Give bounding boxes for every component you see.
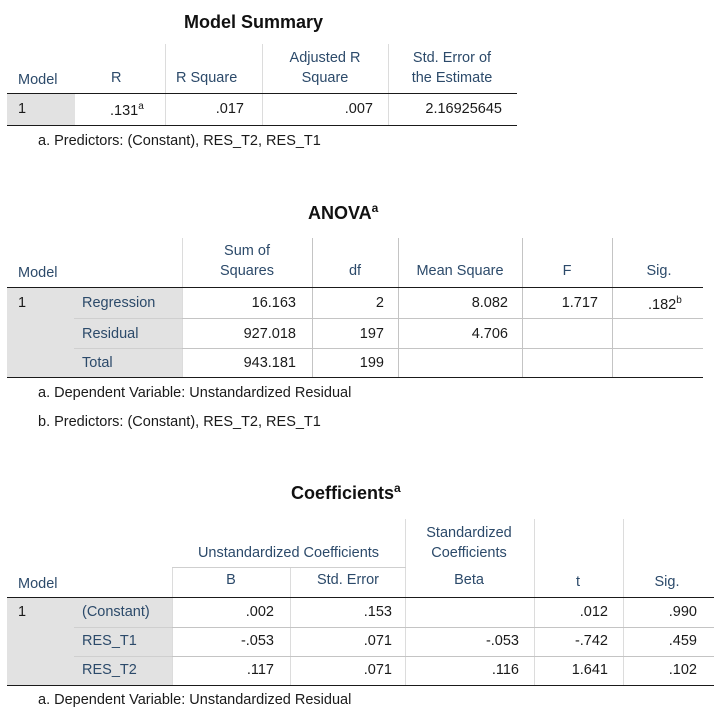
coef-se-value: .071 xyxy=(363,633,392,649)
anova-row-label: Total xyxy=(82,355,113,371)
ms-r-value xyxy=(110,101,144,119)
anova-header-f: F xyxy=(562,263,572,279)
anova-ss-value: 927.018 xyxy=(243,326,296,342)
coef-b-value: -.053 xyxy=(240,633,274,649)
anova-header-ss-line2: Squares xyxy=(219,263,274,279)
coef-t-value: 1.641 xyxy=(571,662,608,678)
ms-header-se-line1: Std. Error of xyxy=(412,50,492,66)
coef-header-t: t xyxy=(575,574,581,590)
anova-header-sig: Sig. xyxy=(646,263,672,279)
coef-row-label: RES_T2 xyxy=(82,662,137,678)
coef-sig-value: .459 xyxy=(668,633,697,649)
coef-b-value: .002 xyxy=(245,604,274,620)
anova-sig-value xyxy=(648,295,682,313)
anova-df-value: 197 xyxy=(359,326,384,342)
anova-df-value: 199 xyxy=(359,355,384,371)
coef-se-value: .153 xyxy=(363,604,392,620)
ms-footnote-a: a. Predictors: (Constant), RES_T2, RES_T1 xyxy=(38,133,321,149)
anova-footnote-b: b. Predictors: (Constant), RES_T2, RES_T1 xyxy=(38,414,321,430)
anova-f-value: 1.717 xyxy=(561,295,598,311)
coef-b-value: .117 xyxy=(246,662,274,678)
anova-title-text: ANOVA xyxy=(308,203,372,223)
coef-model-value: 1 xyxy=(18,604,27,620)
ms-header-adjusted-line2: Square xyxy=(301,70,349,86)
ms-r-footnote: a xyxy=(138,101,144,112)
coef-sig-value: .102 xyxy=(668,662,697,678)
anova-sig-number: .182 xyxy=(648,296,677,313)
ms-model-value: 1 xyxy=(18,101,27,117)
anova-ms-value: 8.082 xyxy=(471,295,508,311)
anova-header-mean-square: Mean Square xyxy=(416,263,504,279)
ms-r-number: .131 xyxy=(110,102,139,119)
coefficients-title-text: Coefficients xyxy=(291,483,395,503)
anova-df-value: 2 xyxy=(375,295,384,311)
ms-r-square-value: .017 xyxy=(215,101,244,117)
ms-std-error-value: 2.16925645 xyxy=(425,101,502,117)
anova-row-label: Residual xyxy=(82,326,139,342)
model-summary-title: Model Summary xyxy=(184,12,324,32)
anova-title-footnote: a xyxy=(371,201,379,215)
coef-t-value: .012 xyxy=(579,604,608,620)
coef-header-std-error: Std. Error xyxy=(316,572,380,588)
coef-beta-value: .116 xyxy=(491,662,519,678)
anova-footnote-a: a. Dependent Variable: Unstandardized Residual xyxy=(38,385,352,401)
coef-t-value: -.742 xyxy=(574,633,608,649)
ms-header-se-line2: the Estimate xyxy=(411,70,493,86)
anova-model-value: 1 xyxy=(18,295,27,311)
anova-ss-value: 16.163 xyxy=(251,295,296,311)
anova-title xyxy=(308,201,378,224)
coef-footnote-a: a. Dependent Variable: Unstandardized Residual xyxy=(38,692,352,708)
ms-header-r: R xyxy=(111,70,122,86)
ms-header-adjusted-line1: Adjusted R xyxy=(289,50,361,66)
anova-ms-value: 4.706 xyxy=(471,326,508,342)
ms-header-model: Model xyxy=(18,72,58,88)
coef-header-sig: Sig. xyxy=(654,574,680,590)
anova-header-ss-line1: Sum of xyxy=(224,243,270,259)
coef-header-unstandardized: Unstandardized Coefficients xyxy=(197,545,380,561)
coef-beta-value: -.053 xyxy=(485,633,519,649)
anova-header-model: Model xyxy=(18,265,58,281)
anova-row-label: Regression xyxy=(82,295,156,311)
anova-header-df: df xyxy=(348,263,362,279)
coef-se-value: .071 xyxy=(363,662,392,678)
anova-sig-footnote: b xyxy=(676,295,682,306)
coef-header-standardized-line1: Standardized xyxy=(426,525,512,541)
coef-row-label: (Constant) xyxy=(82,604,150,620)
coefficients-title xyxy=(291,481,401,504)
anova-ss-value: 943.181 xyxy=(243,355,296,371)
ms-adj-r-square-value: .007 xyxy=(344,101,373,117)
coef-header-model: Model xyxy=(18,576,58,592)
coef-header-standardized-line2: Coefficients xyxy=(431,545,507,561)
ms-header-r-square: R Square xyxy=(176,70,238,86)
coef-row-label: RES_T1 xyxy=(82,633,137,649)
coef-header-b: B xyxy=(226,572,236,588)
coefficients-title-footnote: a xyxy=(394,481,401,495)
coef-header-beta: Beta xyxy=(454,572,484,588)
coef-sig-value: .990 xyxy=(668,604,697,620)
